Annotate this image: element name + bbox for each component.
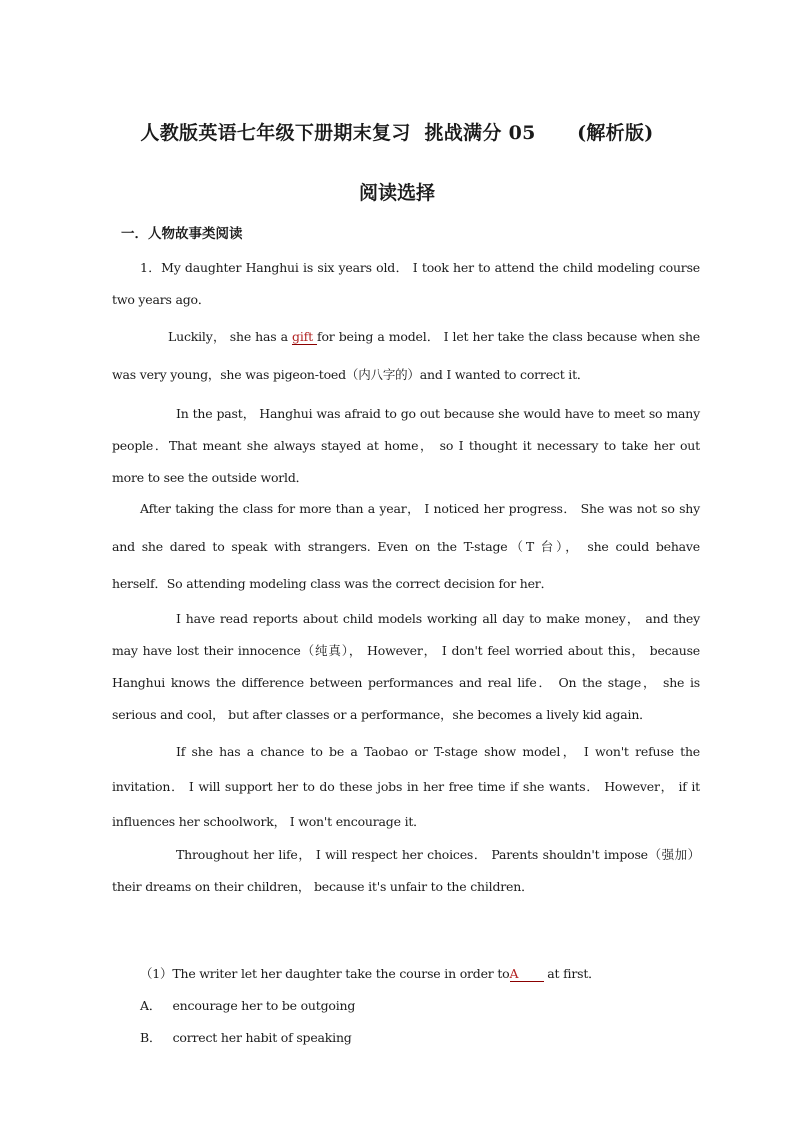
question-stem (112, 958, 700, 990)
paragraph-4: After taking the class for more than a year， I noticed her progress． She was not so shy and she dared to speak with strangers. Even on the T-stage（T 台）， she could behave herself．So attending modeling class was the correct decision for her． (112, 501, 700, 591)
paragraph-7: Throughout her life， I will respect her choices． Parents shouldn't impose（强加）their dreams on their children， because it's unfair to the children． (112, 846, 700, 894)
option-letter: A． (140, 997, 162, 1013)
question-block (112, 958, 700, 1054)
question-stem-after: at first． (543, 965, 601, 981)
paragraph-2-before: Luckily， she has a (168, 329, 293, 344)
question-stem-before: （1）The writer let her daughter take the course in order to (140, 965, 510, 981)
document-subtitle: 阅读选择 (358, 182, 435, 204)
answer-blank-gift: gift (292, 329, 318, 344)
section-heading: 一．人物故事类阅读 (121, 226, 243, 242)
paragraph-1: 1．My daughter Hanghui is six years old． I took her to attend the child modeling course two years ago． (112, 260, 700, 307)
paragraph-5: I have read reports about child models working all day to make money， and they may have lost their innocence（纯真）， However， I don't feel worried about this， because Hanghui knows the difference between performances and real life． On the stage， she is serious and cool， but after classes or a performance，she becomes a lively kid again． (112, 610, 700, 722)
paragraph-2 (112, 318, 700, 393)
option-letter: B． (140, 1029, 162, 1045)
option-text: correct her habit of speaking (172, 1029, 352, 1045)
paragraph-3: In the past， Hanghui was afraid to go out because she would have to meet so many people．That meant she always stayed at home， so I thought it necessary to take her out more to see the outside world． (112, 406, 700, 485)
answer-blank: A (510, 967, 544, 982)
document-title: 人教版英语七年级下册期末复习 挑战满分 05 (解析版) (140, 122, 654, 144)
paragraph-6: If she has a chance to be a Taobao or T-stage show model， I won't refuse the invitation． I will support her to do these jobs in her free time if she wants． However， if it influences her schoolwork， I won't encourage it． (112, 743, 700, 829)
reading-passage (112, 252, 700, 1054)
option-b (112, 1022, 700, 1054)
option-text: encourage her to be outgoing (172, 997, 356, 1013)
paragraph-2-after: for being a model． I let her take the class because when she was very young，she was pigeon-toed（内八字的）and I wanted to correct it． (112, 329, 700, 382)
option-a (112, 990, 700, 1022)
